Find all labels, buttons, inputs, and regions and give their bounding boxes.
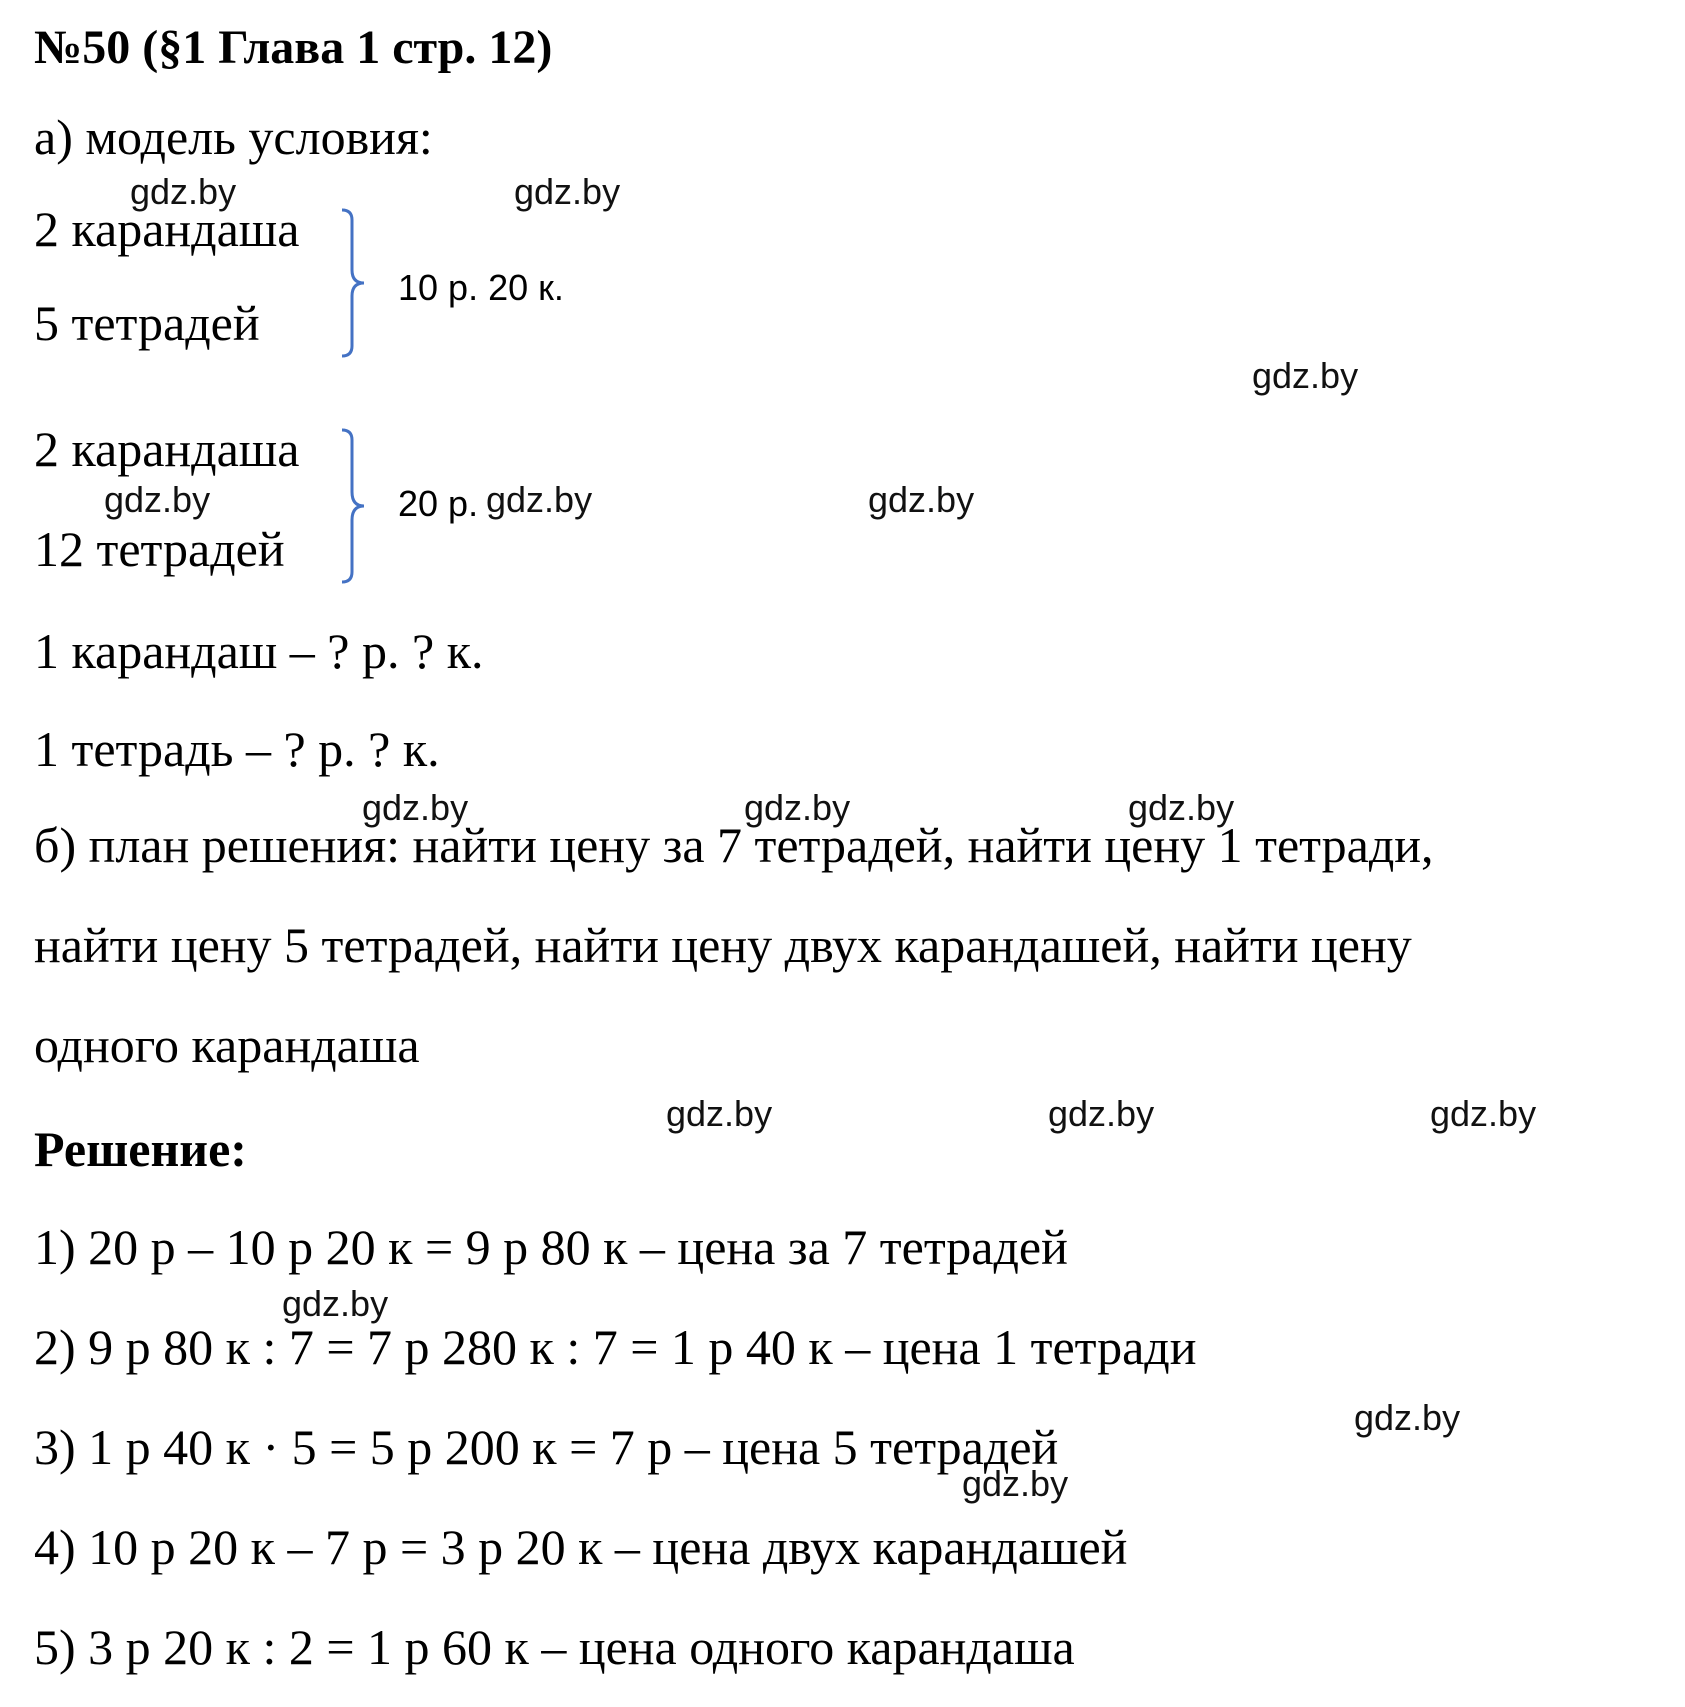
watermark: gdz.by [486,479,593,520]
model-group2-line1: 2 карандаша [34,421,300,477]
watermark: gdz.by [282,1283,389,1324]
watermark: gdz.by [130,171,237,212]
model-group1-line1: 2 карандаша [34,201,300,257]
watermark: gdz.by [514,171,621,212]
right-brace-icon [330,428,364,584]
model-group2-line2: 12 тетрадей [34,521,285,577]
watermark: gdz.by [962,1463,1069,1504]
watermark: gdz.by [362,787,469,828]
watermark: gdz.by [1430,1093,1537,1134]
model-group1-line2: 5 тетрадей [34,295,260,351]
watermark: gdz.by [868,479,975,520]
watermark: gdz.by [744,787,851,828]
solution-step: 5) 3 р 20 к : 2 = 1 р 60 к – цена одного карандаша [34,1619,1075,1675]
solution-step: 4) 10 р 20 к – 7 р = 3 р 20 к – цена двух карандашей [34,1519,1128,1575]
solution-step: 3) 1 р 40 к · 5 = 5 р 200 к = 7 р – цена 5 тетрадей [34,1419,1059,1475]
solution-step: 2) 9 р 80 к : 7 = 7 р 280 к : 7 = 1 р 40 к – цена 1 тетради [34,1319,1197,1375]
plan-line-1: б) план решения: найти цену за 7 тетрадей, найти цену 1 тетради, [34,817,1434,873]
question-pencil: 1 карандаш – ? р. ? к. [34,623,484,679]
watermark: gdz.by [1252,355,1359,396]
plan-line-2: найти цену 5 тетрадей, найти цену двух карандашей, найти цену [34,917,1412,973]
model-group2-total: 20 р. [398,483,479,524]
question-notebook: 1 тетрадь – ? р. ? к. [34,721,440,777]
watermark: gdz.by [666,1093,773,1134]
page-title: №50 (§1 Глава 1 стр. 12) [34,21,553,74]
watermark: gdz.by [1128,787,1235,828]
watermark: gdz.by [1048,1093,1155,1134]
part-a-label: а) модель условия: [34,109,433,165]
solution-step: 1) 20 р – 10 р 20 к = 9 р 80 к – цена за 7 тетрадей [34,1219,1068,1275]
right-brace-icon [330,208,364,358]
watermark: gdz.by [1354,1397,1461,1438]
watermark: gdz.by [104,479,211,520]
model-group1-total: 10 р. 20 к. [398,267,564,308]
plan-line-3: одного карандаша [34,1017,420,1073]
solution-heading: Решение: [34,1121,247,1177]
